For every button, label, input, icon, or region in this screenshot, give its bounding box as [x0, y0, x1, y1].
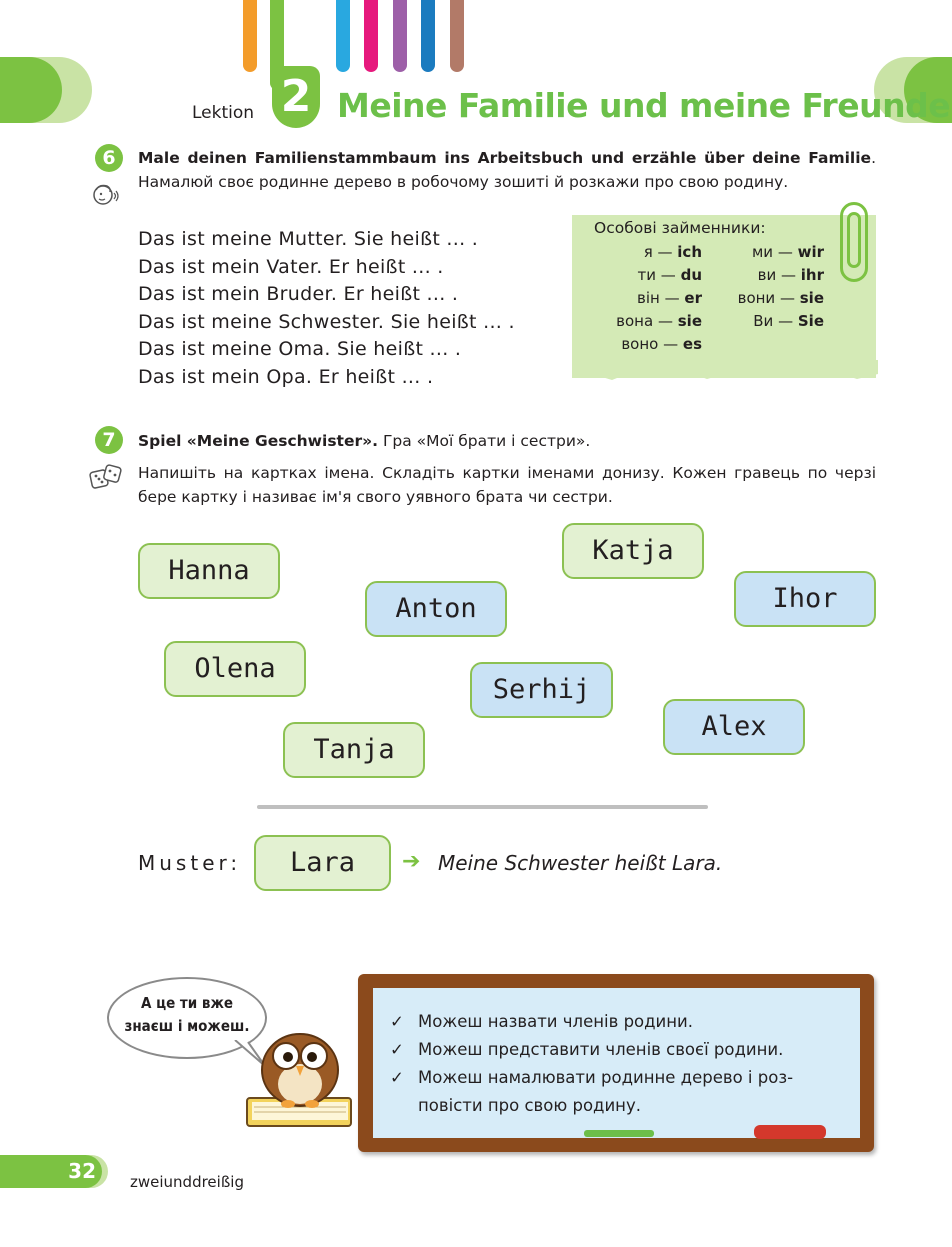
task6-instruction-de: Male deinen Familienstammbaum ins Arbeitsbuch und erzähle über deine Familie: [138, 149, 872, 167]
name-card: Katja: [562, 523, 704, 579]
dash: —: [778, 312, 794, 330]
pronoun-column-left: [594, 241, 702, 356]
pronoun-row: [722, 310, 824, 333]
pronoun-row: [594, 310, 702, 333]
dash: —: [663, 335, 679, 353]
color-stripe: [450, 0, 464, 72]
dice-icon: [88, 462, 124, 492]
example-sentences: [138, 226, 515, 391]
pronoun-uk: я: [643, 243, 653, 261]
pronoun-column-right: [722, 241, 824, 333]
dash: —: [657, 243, 673, 261]
sentence: Das ist mein Bruder. Er heißt ... .: [138, 283, 459, 305]
task7-title-de: Spiel «Meine Geschwister».: [138, 432, 379, 450]
list-item: [390, 1008, 793, 1036]
sentence: Das ist mein Vater. Er heißt ... .: [138, 255, 444, 278]
pronoun-de: ihr: [800, 266, 824, 284]
task7-instruction: Напишіть на картках імена. Складіть картки іменами донизу. Кожен гравець по черзі бере картку і називає ім'я свого уявного брата чи сестри.: [138, 464, 876, 506]
page-number-word: zweiunddreißig: [130, 1173, 244, 1191]
name-card: Anton: [365, 581, 507, 637]
name-card: Alex: [663, 699, 805, 755]
pronoun-row: [594, 264, 702, 287]
task6-instruction-uk: . Намалюй своє родинне дерево в робочому зошиті й розкажи про свою родину.: [138, 149, 876, 191]
sentence: Das ist meine Schwester. Sie heißt ... .: [138, 310, 515, 333]
color-stripe: [393, 0, 407, 72]
check-icon: ✓: [390, 1012, 404, 1031]
bubble-line: А це ти вже: [140, 994, 234, 1012]
owl-on-book-icon: [244, 1022, 356, 1132]
color-stripe: [421, 0, 435, 72]
dash: —: [779, 289, 795, 307]
pronoun-de: sie: [799, 289, 824, 307]
list-item: [390, 1064, 793, 1092]
pronoun-row: [594, 287, 702, 310]
pronoun-uk: ти: [637, 266, 657, 284]
torn-edge: [572, 360, 878, 384]
pronoun-de: ich: [677, 243, 702, 261]
summary-list: [390, 1008, 793, 1120]
pronoun-uk: вони: [737, 289, 776, 307]
list-item-text: Можеш представити членів своєї родини.: [418, 1040, 784, 1059]
list-item: [390, 1036, 793, 1064]
task7-title-uk: Гра «Мої брати і сестри».: [378, 432, 591, 450]
lektion-number: 2: [272, 66, 320, 128]
paper-clip-inner: [847, 212, 861, 268]
pronoun-note-title: Особові займенники:: [594, 219, 766, 237]
name-card: Serhij: [470, 662, 613, 718]
pronoun-uk: Ви: [753, 312, 774, 330]
chalk-icon: [584, 1130, 654, 1137]
task6-instruction: [138, 146, 876, 194]
pronoun-de: er: [684, 289, 702, 307]
page-number: 32: [0, 1155, 102, 1188]
color-stripe: [243, 0, 257, 72]
pronoun-uk: ми: [751, 243, 774, 261]
dash: —: [657, 312, 673, 330]
pronoun-uk: він: [637, 289, 660, 307]
bubble-line: знаєш і можеш.: [124, 1017, 250, 1035]
list-item-text: Можеш назвати членів родини.: [418, 1012, 694, 1031]
muster-card: Lara: [254, 835, 391, 891]
dash: —: [781, 266, 796, 284]
pronoun-row: [722, 241, 824, 264]
check-icon: ✓: [390, 1068, 404, 1087]
pronoun-uk: воно: [621, 335, 659, 353]
task7-title: [138, 429, 590, 453]
divider-line: [257, 805, 708, 809]
pronoun-de: es: [682, 335, 702, 353]
pronoun-row: [594, 241, 702, 264]
pronoun-de: Sie: [797, 312, 824, 330]
sentence: Das ist meine Mutter. Sie heißt ... .: [138, 228, 479, 250]
muster-label: Muster:: [138, 851, 242, 875]
dash: —: [664, 289, 680, 307]
pronoun-de: wir: [797, 243, 824, 261]
task-number-7: 7: [95, 426, 123, 454]
speech-bubble-text: [107, 992, 267, 1038]
eraser-icon: [754, 1125, 826, 1139]
pronoun-de: sie: [677, 312, 702, 330]
task-number-6: 6: [95, 144, 123, 172]
sentence: Das ist mein Opa. Er heißt ... .: [138, 365, 434, 388]
pronoun-uk: вона: [616, 312, 654, 330]
list-item: [390, 1092, 793, 1120]
pronoun-row: [722, 287, 824, 310]
arrow-right-icon: ➔: [402, 849, 421, 874]
pronoun-row: [594, 333, 702, 356]
muster-sentence: Meine Schwester heißt Lara.: [438, 851, 723, 875]
color-stripe: [336, 0, 350, 72]
name-card: Hanna: [138, 543, 280, 599]
pronoun-row: [722, 264, 824, 287]
name-card: Olena: [164, 641, 306, 697]
page-title: Meine Familie und meine Freunde: [337, 86, 951, 125]
dash: —: [660, 266, 676, 284]
list-item-text: повісти про свою родину.: [418, 1096, 641, 1115]
list-item-text: Можеш намалювати родинне дерево і роз-: [418, 1068, 794, 1087]
lektion-label: Lektion: [192, 103, 255, 123]
pronoun-de: du: [680, 266, 702, 284]
name-card: Tanja: [283, 722, 425, 778]
color-stripe: [364, 0, 378, 72]
sentence: Das ist meine Oma. Sie heißt ... .: [138, 338, 462, 360]
speaking-face-icon: [91, 180, 121, 210]
pronoun-uk: ви: [757, 266, 777, 284]
name-card: Ihor: [734, 571, 876, 627]
dash: —: [777, 243, 793, 261]
check-icon: ✓: [390, 1040, 404, 1059]
